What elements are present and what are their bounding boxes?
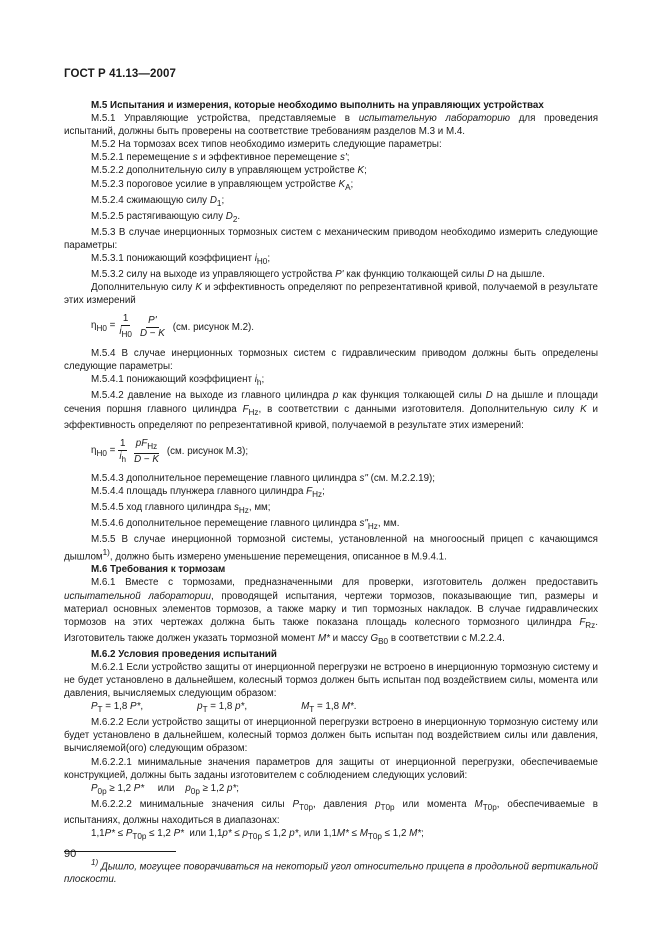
paragraph-m5-4-6: М.5.4.6 дополнительное перемещение главного цилиндра $s"_{Hz}$, мм. [91, 517, 400, 531]
paragraph-m5-4-4: М.5.4.4 площадь плунжера главного цилиндра $F_{Hz}$; [91, 485, 325, 499]
section-heading-m6: М.6 Требования к тормозам [91, 564, 226, 576]
document-header: ГОСТ Р 41.13—2007 [64, 68, 176, 80]
paragraph-m5-2-4: М.5.2.4 сжимающую силу $D_1$; [91, 194, 225, 208]
paragraph-m5-3-2: М.5.3.2 силу на выходе из управляющего устройства P' как функцию толкающей силы D на дышле. [91, 268, 545, 280]
footnote-divider [64, 851, 176, 852]
paragraph-m6-2-2-2: М.6.2.2.2 минимальные значения силы $P_{T0p}$, давления $p_{T0p}$ или момента $M_{T0p}$, обеспечиваемые в испытаниях, должны находиться в диапазонах: [64, 798, 599, 826]
paragraph-m5-4-3: М.5.4.3 дополнительное перемещение главного цилиндра s" (см. М.2.2.19); [91, 472, 436, 484]
paragraph-m5-4-1: М.5.4.1 понижающий коэффициент $i_h$; [91, 374, 265, 388]
formula-ranges: $1,1P* \le P_{T0p} \le 1,2$ P* или $1,1p* \le p_{T0p} \le 1,2$ p*, или $1,1M* \le M_{T0p} \le 1,2$ M*; [91, 827, 424, 841]
formula-ref: (см. рисунок М.3); [166, 446, 249, 458]
document-body [64, 99, 598, 886]
section-heading-m6-2: М.6.2 Условия проведения испытаний [91, 648, 277, 660]
paragraph-m5-2: М.5.2 На тормозах всех типов необходимо измерить следующие параметры: [91, 139, 442, 151]
formula-eta-h0-hydraulic: $\eta_{H0}$ = $\frac{1}{i_h}$ $\frac{pF_{Hz}}{D - K}$ (см. рисунок М.3); [91, 437, 249, 465]
formula-eta-h0: $\eta_{H0}$ = $\frac{1}{i_{H0}}$ $\frac{P'}{D - K}$ (см. рисунок М.2). [91, 313, 255, 340]
formula-min-values: $P_{0p} \ge 1,2$ P* или $p_{0p} \ge 1,2$ p*; [91, 782, 240, 796]
formula-test-values: $P_T = 1,8$ P*, $p_T = 1,8$ p*, $M_T = 1,8$ M*. [91, 701, 357, 715]
page-number: 90 [64, 848, 77, 860]
paragraph-m5-4-5: М.5.4.5 ход главного цилиндра $s_{Hz}$, мм; [91, 501, 271, 515]
paragraph-m5-2-2: М.5.2.2 дополнительную силу в управляющем устройстве K; [91, 165, 367, 177]
paragraph-m5-3: М.5.3 В случае инерционных тормозных систем с механическим приводом необходимо измерить следующие параметры: [64, 226, 598, 251]
paragraph-m5-2-1: М.5.2.1 перемещение s и эффективное перемещение s'; [91, 152, 350, 164]
paragraph-m5-2-3: М.5.2.3 пороговое усилие в управляющем устройстве $K_A$; [91, 178, 354, 192]
paragraph-m5-3-note: Дополнительную силу K и эффективность определяют по репрезентативной кривой, получаемой в результате этих измерений [64, 282, 598, 307]
formula-ref: (см. рисунок М.2). [172, 321, 255, 333]
paragraph-m5-2-5: М.5.2.5 растягивающую силу $D_2$. [91, 210, 241, 224]
paragraph-m6-1: М.6.1 Вместе с тормозами, предназначенными для проверки, изготовитель должен предоставить испытательной лаборатории, проводящей испытания, чертежи тормозов, показывающие тип, размеры и материал основных элементов тормозов, а также марку и тип тормозных накладок. В случае гидравлических тормозов на этих чертежах должна быть также показана площадь колесного тормозного цилиндра $F_{Rz}$. Изготовитель также должен указать тормозной момент M* и массу $G_{B0}$ в соответствии с М.2.2.4. [64, 577, 599, 646]
paragraph-m6-2-2: М.6.2.2 Если устройство защиты от инерционной перегрузки встроено в инерционную тормозную систему или будет установлено в дальнейшем, колесный тормоз должен быть испытан под воздействием силы или давления, вычисляемой(ого) следующим образом: [64, 717, 598, 755]
paragraph-m6-2-1: М.6.2.1 Если устройство защиты от инерционной перегрузки не встроено в инерционную тормозную систему и не будет установлено в дальнейшем, колесный тормоз должен быть испытан под воздействием силы, момента или давления, вычисляемых следующим образом: [64, 661, 598, 700]
paragraph-m5-4: М.5.4 В случае инерционных тормозных систем с гидравлическим приводом должны быть определены следующие параметры: [64, 348, 598, 373]
footnote: $^{1)}$ Дышло, могущее поворачиваться на некоторый угол относительно прицепа в продольной вертикальной плоскости. [64, 857, 598, 886]
paragraph-m6-2-2-1: М.6.2.2.1 минимальные значения параметров для защиты от инерционной перегрузки, обеспечиваемые конструкцией, должны быть заданы изготовителем с соблюдением следующих условий: [64, 756, 598, 781]
paragraph-m5-3-1: М.5.3.1 понижающий коэффициент $i_{H0}$; [91, 252, 271, 266]
paragraph-m5-5: М.5.5 В случае инерционной тормозной системы, установленной на многоосный прицеп с качающимся дышлом$^{1)}$, должно быть измерено уменьшение перемещения, описанное в М.9.4.1. [64, 533, 598, 563]
paragraph-m5-1: М.5.1 Управляющие устройства, представляемые в испытательную лабораторию для проведения испытаний, должны быть проверены на соответствие требованиям разделов М.3 и М.4. [64, 113, 598, 138]
section-heading-m5: М.5 Испытания и измерения, которые необходимо выполнить на управляющих устройствах [91, 100, 544, 111]
paragraph-m5-4-2: М.5.4.2 давление на выходе из главного цилиндра p как функция толкающей силы D на дышле и площади сечения поршня главного цилиндра $F_{Hz}$, в соответствии с данными изготовителя. Дополнительную силу K и эффективность определяют по репрезентативной кривой, получаемой в результате этих измерений: [64, 390, 599, 431]
